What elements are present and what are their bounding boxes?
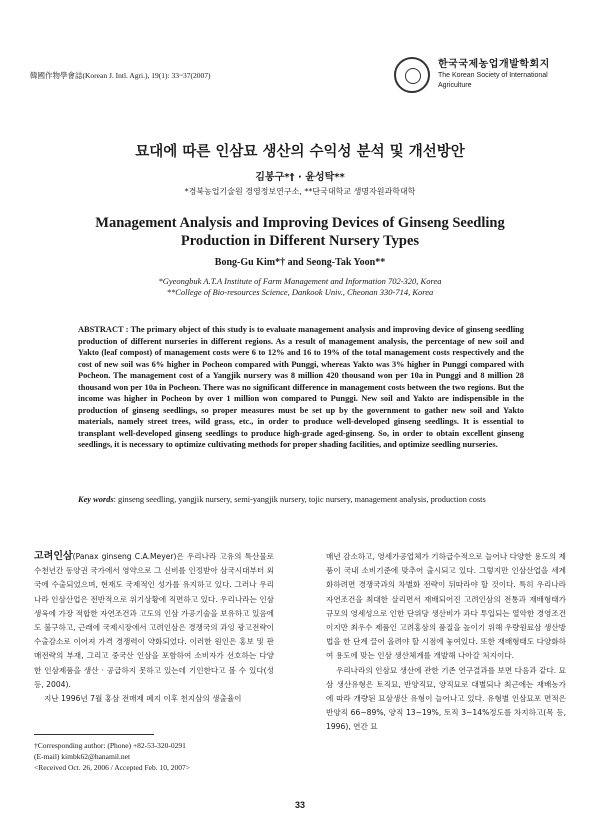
abstract xyxy=(78,324,524,451)
footnote-divider xyxy=(34,734,154,735)
korean-title: 묘대에 따른 인삼묘 생산의 수익성 분석 및 개선방안 xyxy=(135,144,465,160)
society-name-english: The Korean Society of International Agriculture xyxy=(438,72,548,89)
body-paragraph xyxy=(34,550,274,692)
society-name-korean: 한국국제농업개발학회지 xyxy=(438,59,550,70)
korean-affiliations: *경북농업기술원 경영정보연구소, **단국대학교 생명자원과학대학 xyxy=(184,187,416,196)
english-authors: Bong-Gu Kim*† and Seong-Tak Yoon** xyxy=(214,257,386,268)
body-column-right xyxy=(326,550,566,735)
body-paragraph: 매년 감소하고, 영세가공업체가 기하급수적으로 늘어나 다양한 용도의 제품이 국내 소비기준에 맞추어 출시되고 있다. 그렇지만 인삼산업을 세계화하려면 경쟁국과의 차별화 전략이 뒤따라야 할 것이다. 특히 우리나라 자연조건을 최대한 살리면서 재배되어진 고려인삼의 전통과 재배형태가 규모의 영세성으로 인한 단위당 생산비가 과다 투입되는 열악한 경영조건이지만 최우수 제품인 고려홍삼의 품질을 높이기 위해 우량원료삼 생산방법을 한 단계 끌어 올려야 할 시점에 놓여있다. 또한 재배형태도 다양화하여 용도에 맞는 인삼 생산체계를 개발해 나아갈 처지이다. xyxy=(326,552,566,661)
footnote xyxy=(34,740,284,773)
keywords-text: : ginseng seedling, yangjik nursery, semi-yangjik nursery, tojic nursery, management analysis, production costs xyxy=(113,495,486,504)
society-logo xyxy=(394,55,579,100)
footnote-email: (E-mail) kimbk62@hanamil.net xyxy=(34,752,131,761)
abstract-text: The primary object of this study is to evaluate management analysis and improving device of ginseng seedling production of different nurseries in different regions. As a result of management analysis, the percentage of new soil and Yakto (leaf compost) of management costs were 6 to 12% and 16 to 19% of the total management costs respectively and the cost of new soil was 6% higher in Pocheon compared with Punggi, whereas Yakto was 3% higher in Punggi compared with Pocheon. The management cost of a Yangjik nursery was 8 million 420 thousand won per 10a in Punggi and 8 million 28 thousand won per 10a in Pocheon. There was no significant difference in management costs between the two regions. But the income was higher in Pocheon by over 1 million won compared to Punggi. New soil and Yakto are indispensible in the production of ginseng seedlings, so proper measures must be set up by the government to gather new soil and Yakto materials, namely street trees, wild grass, etc., in order to produce well-developed ginseng seedlings. It is essential to transplant well-developed ginseng seedlings to produce high-grade aged-ginseng. So, in order to obtain excellent ginseng seedlings, it is necessary to optimize cultivating methods for proper shading facilities, and optimize seedling nurseries. xyxy=(78,325,524,450)
footnote-corresponding: †Corresponding author: (Phone) +82-53-320-0291 xyxy=(34,741,186,750)
keywords-label: Key words xyxy=(78,495,114,504)
society-seal-icon xyxy=(394,57,430,93)
english-title xyxy=(0,214,600,250)
footnote-received: <Received Oct. 26, 2006 / Accepted Feb. 10, 2007> xyxy=(34,763,190,772)
english-title-line1: Management Analysis and Improving Devices of Ginseng Seedling xyxy=(95,215,505,231)
keywords xyxy=(78,494,524,505)
korean-authors: 김봉구*† · 윤성탁** xyxy=(255,172,345,183)
body-text: (Panax ginseng C.A.Meyer)은 우리나라 고유의 특산물로 수천년간 동양권 국가에서 영약으로 그 신비를 인정받아 삼국시대부터 외국에 수출되었으며, 현재도 국제적인 성가를 유지하고 있다. 그러나 우리나라 인삼산업은 전반적으로 위기상황에 직면하고 있다. 우리나라는 인삼생육에 가장 적합한 자연조건과 고도의 인삼 가공기술을 보유하고 있음에도 불구하고, 근래에 국제시장에서 고려인삼은 경쟁국의 과잉 광고전략이 수출감소로 이어져 가격 경쟁력이 약화되었다. 이러한 원인은 홍보 및 판매전략의 부재, 그리고 중국산 인삼을 포함하여 소비자가 선호하는 다양한 인삼제품을 생산 · 공급하지 못하고 있는데 기인한다고 볼 수 있다(성 등, 2004). xyxy=(34,552,274,689)
page-number: 33 xyxy=(294,800,305,810)
affiliation-1: *Gyeongbuk A.T.A Institute of Farm Management and Information 702-320, Korea xyxy=(158,276,442,286)
abstract-label: ABSTRACT : xyxy=(78,325,129,334)
journal-reference: 韓國作物學會誌(Korean J. Intl. Agri.), 19(1): 33~37(2007) xyxy=(30,71,211,80)
english-affiliations xyxy=(0,276,600,298)
affiliation-2: **College of Bio-resources Science, Dankook Univ., Cheonan 330-714, Korea xyxy=(166,287,434,297)
english-title-line2: Production in Different Nursery Types xyxy=(180,233,420,249)
body-paragraph: 우리나라의 인삼묘 생산에 관한 기존 연구결과를 보면 다음과 같다. 묘삼 생산유형은 토직묘, 반양직묘, 양직묘로 대별되나 최근에는 재배농가에 따라 개량된 묘삼생산 유형이 늘어나고 있다. 유형별 인삼묘포 면적은 반양직 66~89%, 양직 13~19%, 토직 3~14%정도를 차지하고(목 등, 1996), 연간 묘 xyxy=(326,665,566,732)
body-paragraph: 지난 1996년 7월 홍삼 전매제 폐지 이후 천지삼의 생출율이 xyxy=(44,694,242,704)
body-column-left xyxy=(34,550,274,706)
body-lead-word: 고려인삼 xyxy=(34,551,73,562)
